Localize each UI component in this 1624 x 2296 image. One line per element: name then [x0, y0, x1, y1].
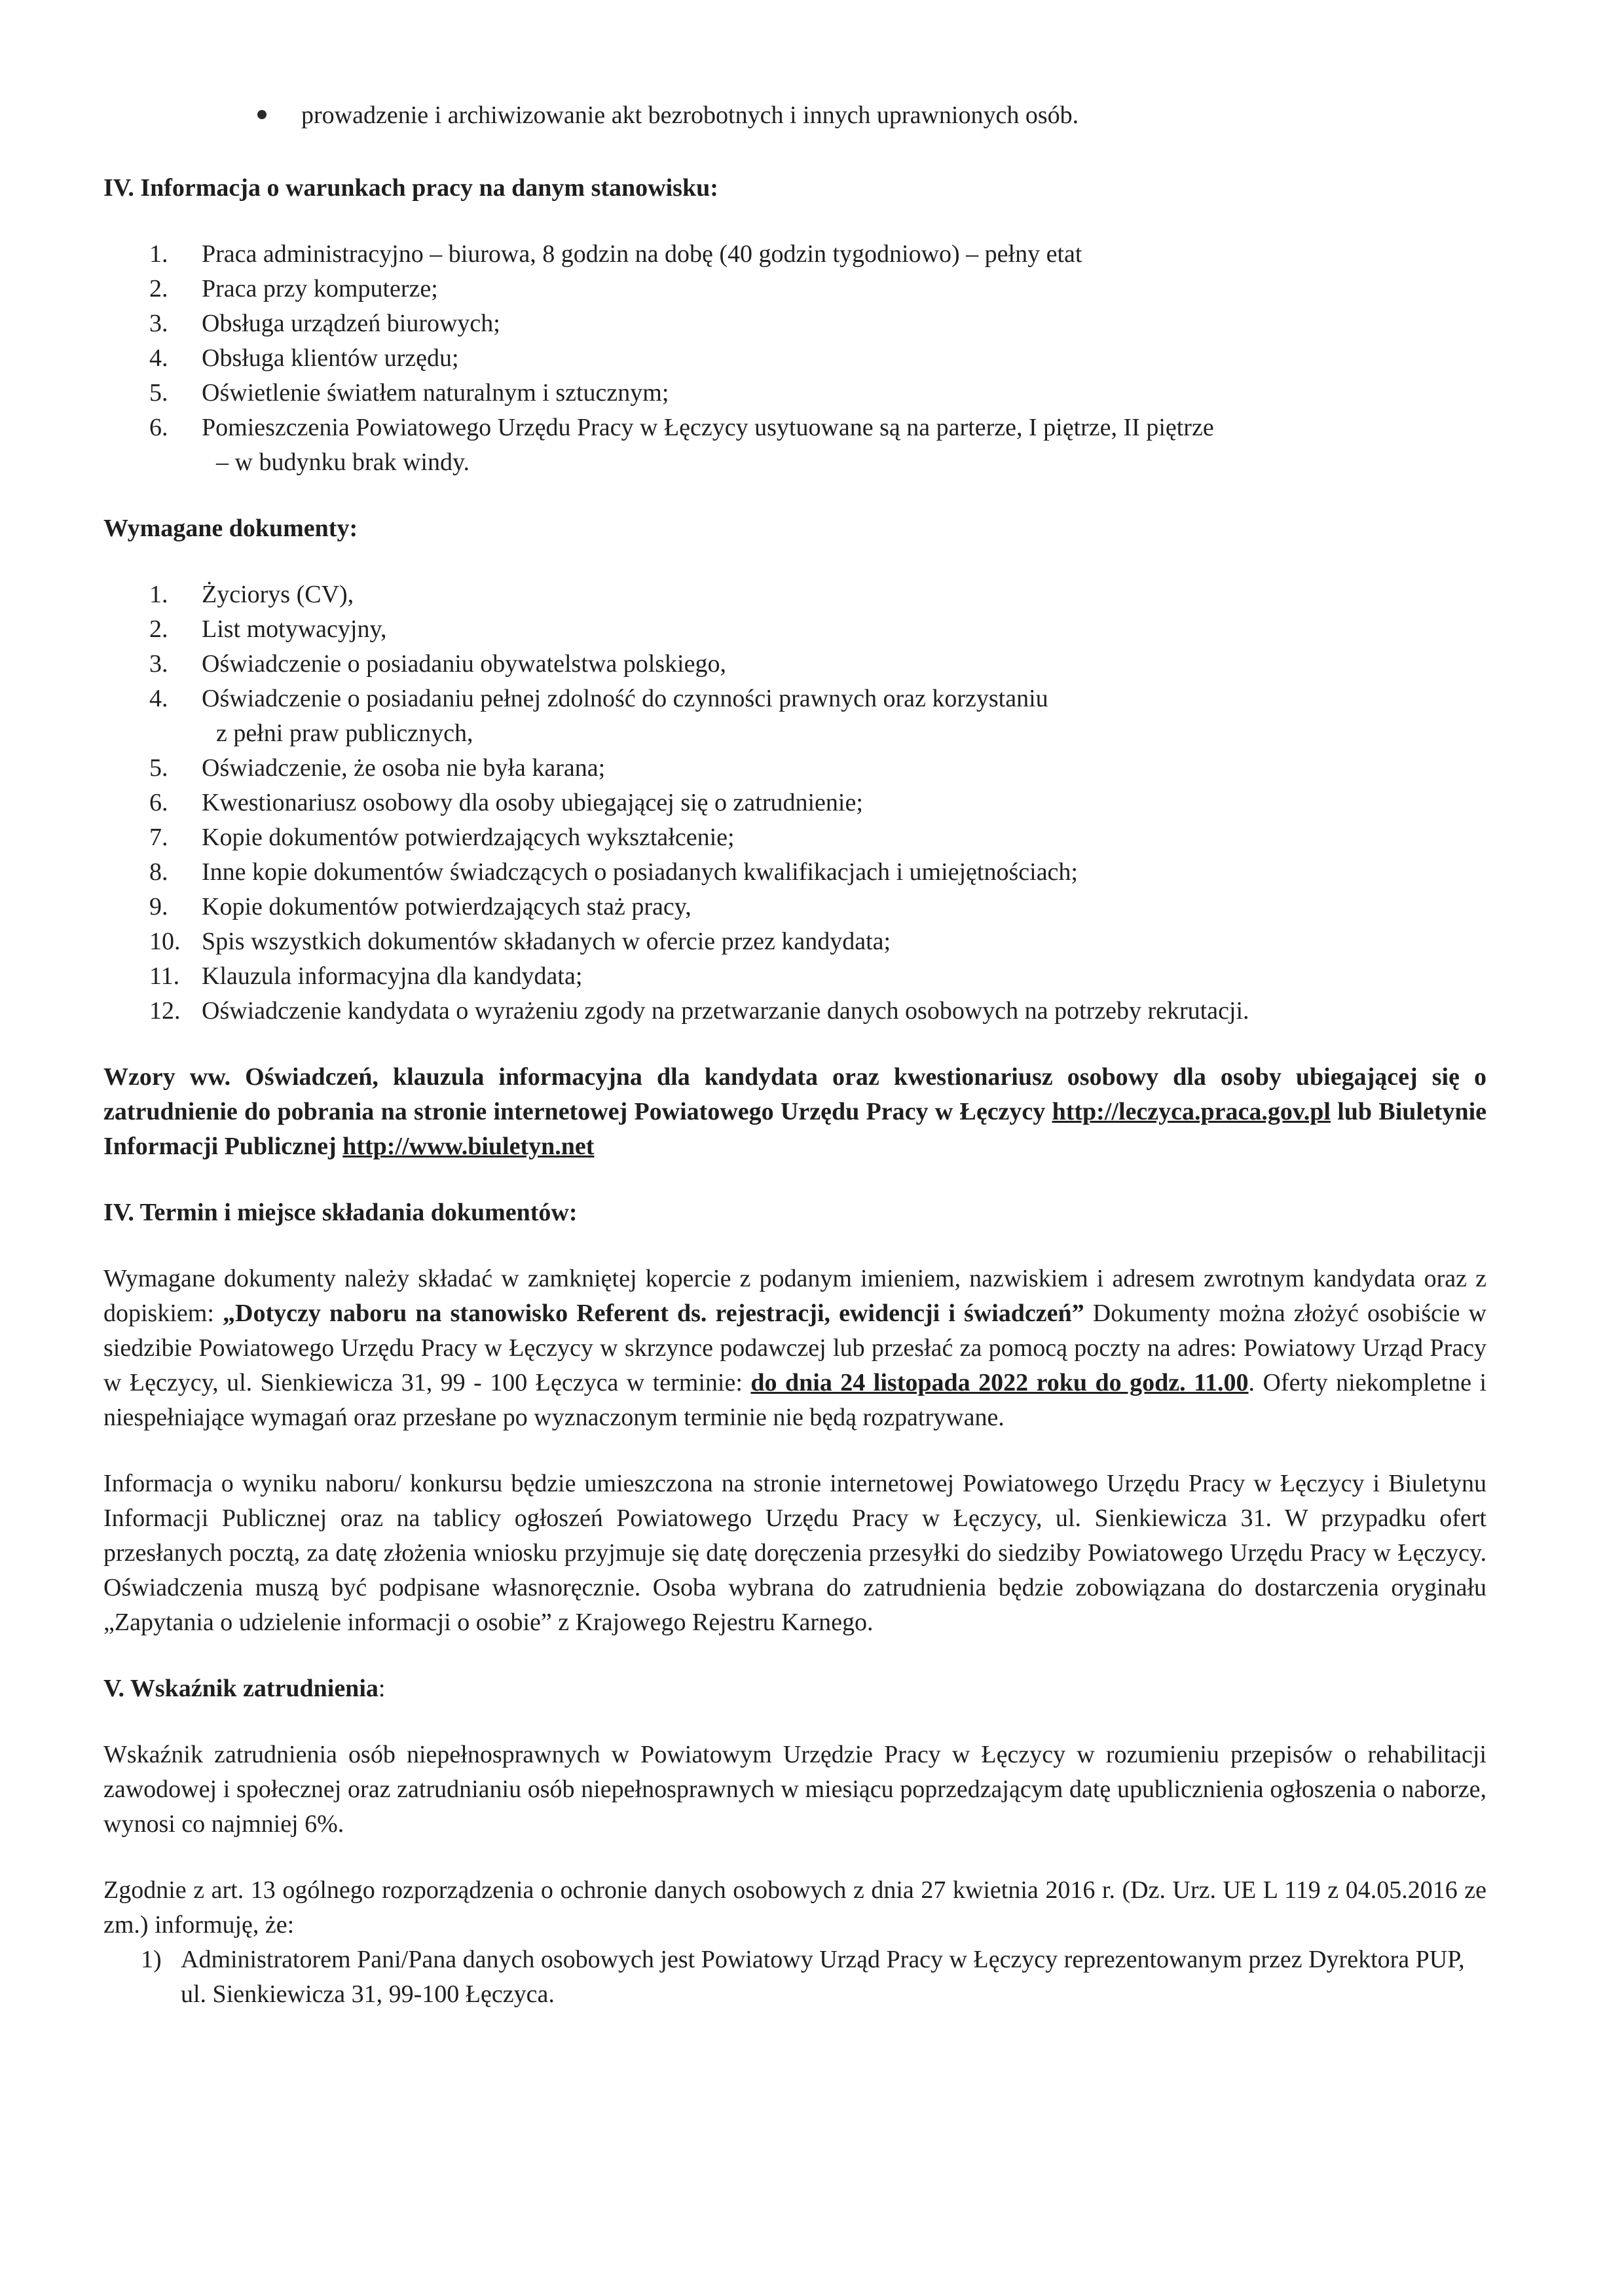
list-item	[103, 647, 1486, 682]
list-item-number: 3.	[149, 650, 168, 678]
list-item	[103, 376, 1486, 410]
bullet-text: prowadzenie i archiwizowanie akt bezrobotnych i innych uprawnionych osób.	[301, 101, 1079, 129]
list-item-text: Praca przy komputerze;	[202, 275, 438, 302]
list-item-number: 6.	[149, 789, 168, 816]
list-item-number: 7.	[149, 824, 168, 851]
list-item	[103, 237, 1486, 272]
list-item	[103, 682, 1486, 751]
employment-paragraph: Wskaźnik zatrudnienia osób niepełnosprawnych w Powiatowym Urzędzie Pracy w Łęczycy w rozumieniu przepisów o rehabilitacji zawodowej i społecznej oraz zatrudnianiu osób niepełnosprawnych w miesiącu poprzedzającym datę upublicznienia ogłoszenia o naborze, wynosi co najmniej 6%.	[103, 1741, 1486, 1838]
list-item-text: Administratorem Pani/Pana danych osobowych jest Powiatowy Urząd Pracy w Łęczycy reprezentowanym przez Dyrektora PUP, ul. Sienkiewicza 31, 99-100 Łęczyca.	[181, 1946, 1465, 2008]
result-info-paragraph: Informacja o wyniku naboru/ konkursu będzie umieszczona na stronie internetowej Powiatowego Urzędu Pracy w Łęczycy i Biuletynu Informacji Publicznej oraz na tablicy ogłoszeń Powiatowego Urzędu Pracy w Łęczycy, ul. Sienkiewicza 31. W przypadku ofert przesłanych pocztą, za datę złożenia wniosku przyjmuje się datę doręczenia przesyłki do siedziby Powiatowego Urzędu Pracy w Łęczycy. Oświadczenia muszą być podpisane własnoręcznie. Osoba wybrana do zatrudnienia będzie zobowiązana do dostarczenia oryginału „Zapytania o udzielenie informacji o osobie” z Krajowego Rejestru Karnego.	[103, 1470, 1486, 1636]
gdpr-intro: Zgodnie z art. 13 ogólnego rozporządzenia o ochronie danych osobowych z dnia 27 kwietnia 2016 r. (Dz. Urz. UE L 119 z 04.05.2016 ze zm.) informuję, że:	[103, 1876, 1486, 1939]
list-item	[103, 855, 1486, 890]
list-item	[103, 959, 1486, 994]
section-heading-employment	[103, 1671, 1486, 1706]
list-item	[103, 577, 1486, 612]
templates-note-middle: lub Biuletynie Informacji Publicznej	[103, 1098, 1487, 1160]
link-leczyca-praca[interactable]: http://leczyca.praca.gov.pl	[1052, 1098, 1331, 1125]
bullet-item	[103, 98, 1486, 133]
list-item-continuation: z pełni praw publicznych,	[216, 720, 473, 747]
list-item-continuation: – w budynku brak windy.	[216, 448, 470, 476]
list-item-text: Obsługa urządzeń biurowych;	[202, 310, 500, 337]
list-item	[103, 306, 1486, 341]
list-item	[103, 786, 1486, 820]
templates-note-text: Wzory ww. Oświadczeń, klauzula informacyjna dla kandydata oraz kwestionariusz osobowy dla osoby ubiegającej się o zatrudnienie do pobrania na stronie internetowej Powiatowego Urzędu Pracy w Łęczycy	[103, 1063, 1486, 1125]
list-item-number: 1.	[149, 240, 168, 268]
list-item	[103, 820, 1486, 855]
documents-list	[103, 577, 1486, 1029]
list-item-text: Oświadczenie kandydata o wyrażeniu zgody na przetwarzanie danych osobowych na potrzeby rekrutacji.	[202, 997, 1249, 1025]
list-item-text: Oświadczenie o posiadaniu pełnej zdolność do czynności prawnych oraz korzystaniu	[202, 685, 1048, 712]
list-item-number: 4.	[149, 344, 168, 372]
list-item-number: 5.	[149, 379, 168, 407]
list-item-number: 1.	[149, 581, 168, 608]
list-item	[103, 751, 1486, 786]
list-item-text: Kopie dokumentów potwierdzających staż pracy,	[202, 893, 692, 920]
employment-heading-suffix: :	[378, 1675, 386, 1702]
list-item-number: 10.	[149, 928, 181, 955]
list-item	[103, 994, 1486, 1029]
list-item	[103, 272, 1486, 306]
deadline-text-b: Dokumenty można złożyć osobiście w siedzibie Powiatowego Urzędu Pracy w Łęczycy w skrzynce podawczej lub przesłać za pomocą poczty na adres: Powiatowy Urząd Pracy w Łęczycy, ul. Sienkiewicza 31, 99 - 100 Łęczyca w terminie:	[103, 1300, 1486, 1396]
list-item-text: Kwestionariusz osobowy dla osoby ubiegającej się o zatrudnienie;	[202, 789, 863, 816]
list-item-text: List motywacyjny,	[202, 615, 387, 643]
list-item	[103, 890, 1486, 924]
link-biuletyn[interactable]: http://www.biuletyn.net	[342, 1133, 595, 1160]
list-item-text: Praca administracyjno – biurowa, 8 godzin na dobę (40 godzin tygodniowo) – pełny etat	[202, 240, 1082, 268]
list-item	[103, 410, 1486, 480]
list-item	[103, 924, 1486, 959]
list-item-text: Oświadczenie, że osoba nie była karana;	[202, 754, 606, 782]
list-item-number: 1)	[141, 1946, 162, 1973]
list-item-number: 11.	[149, 962, 180, 990]
gdpr-list	[103, 1942, 1486, 2012]
list-item-number: 8.	[149, 858, 168, 886]
deadline-text-c: . Oferty niekompletne i niespełniające wymagań oraz przesłane po wyznaczonym terminie nie będą rozpatrywane.	[103, 1369, 1486, 1431]
list-item-text: Życiorys (CV),	[202, 581, 354, 608]
deadline-paragraph	[103, 1262, 1486, 1435]
section-heading-deadline: IV. Termin i miejsce składania dokumentów:	[103, 1199, 578, 1226]
list-item-number: 9.	[149, 893, 168, 920]
list-item	[103, 1942, 1486, 2012]
deadline-subject: „Dotyczy naboru na stanowisko Referent ds. rejestracji, ewidencji i świadczeń”	[223, 1300, 1084, 1327]
section-heading-conditions: IV. Informacja o warunkach pracy na danym stanowisku:	[103, 174, 718, 202]
list-item-text: Pomieszczenia Powiatowego Urzędu Pracy w Łęczycy usytuowane są na parterze, I piętrze, II piętrze	[202, 414, 1214, 441]
list-item-text: Obsługa klientów urzędu;	[202, 344, 459, 372]
conditions-list	[103, 237, 1486, 480]
list-item-number: 2.	[149, 615, 168, 643]
templates-note	[103, 1060, 1486, 1164]
employment-heading-text: V. Wskaźnik zatrudnienia	[103, 1675, 378, 1702]
list-item-number: 12.	[149, 997, 181, 1025]
list-item-number: 6.	[149, 414, 168, 441]
deadline-text-a: Wymagane dokumenty należy składać w zamkniętej kopercie z podanym imieniem, nazwiskiem i adresem zwrotnym kandydata oraz z dopiskiem:	[103, 1265, 1486, 1327]
list-item-number: 3.	[149, 310, 168, 337]
list-item-number: 4.	[149, 685, 168, 712]
list-item-text: Klauzula informacyjna dla kandydata;	[202, 962, 583, 990]
list-item-number: 5.	[149, 754, 168, 782]
list-item-text: Spis wszystkich dokumentów składanych w ofercie przez kandydata;	[202, 928, 891, 955]
list-item	[103, 341, 1486, 376]
list-item-text: Inne kopie dokumentów świadczących o posiadanych kwalifikacjach i umiejętnościach;	[202, 858, 1078, 886]
list-item-number: 2.	[149, 275, 168, 302]
section-heading-documents: Wymagane dokumenty:	[103, 515, 358, 542]
list-item-text: Oświetlenie światłem naturalnym i sztucznym;	[202, 379, 669, 407]
bullet-icon	[257, 110, 267, 119]
list-item-text: Kopie dokumentów potwierdzających wykształcenie;	[202, 824, 735, 851]
deadline-date: do dnia 24 listopada 2022 roku do godz. 11.00	[750, 1369, 1249, 1396]
list-item-text: Oświadczenie o posiadaniu obywatelstwa polskiego,	[202, 650, 726, 678]
list-item	[103, 612, 1486, 647]
